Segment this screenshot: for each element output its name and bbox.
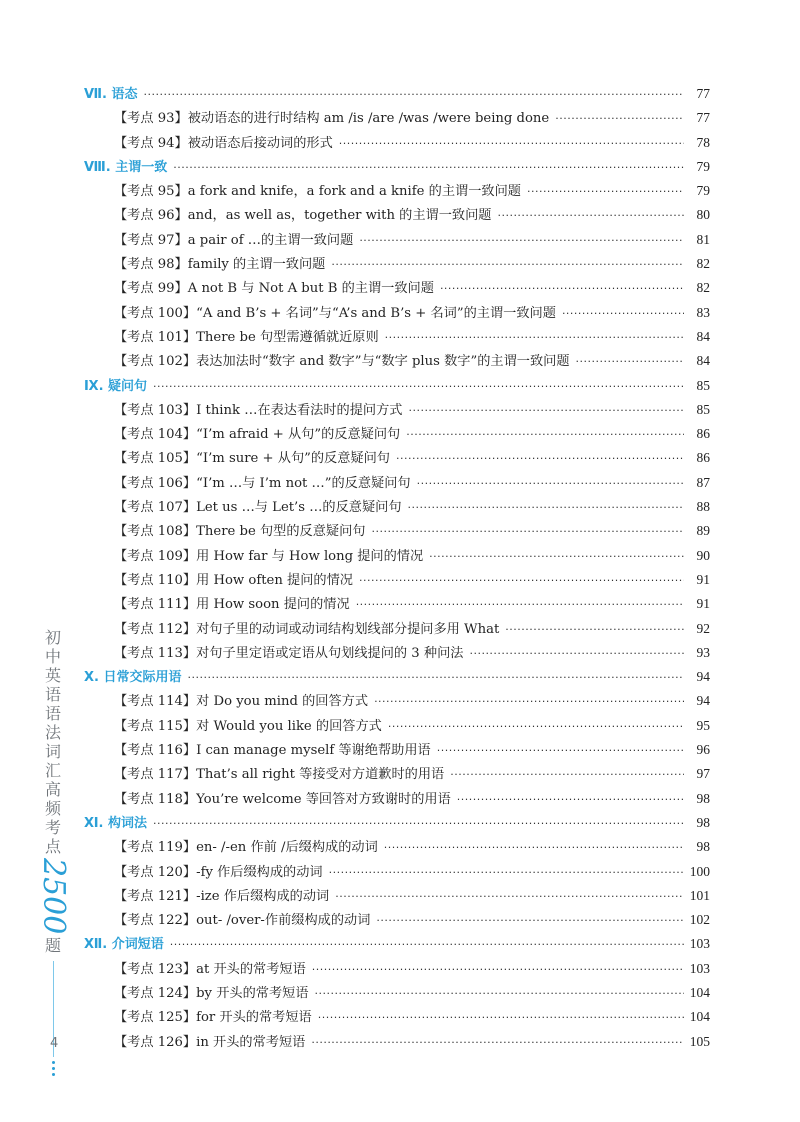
toc-leader-dots	[396, 447, 684, 471]
toc-entry-title: 【考点 112】对句子里的动词或动词结构划线部分提问多用 What	[114, 621, 500, 637]
toc-leader-dots	[153, 812, 684, 836]
toc-entry-title: Ⅸ. 疑问句	[84, 378, 148, 394]
toc-entry-title: 【考点 96】and，as well as，together with 的主谓一致问题	[114, 208, 492, 224]
toc-leader-dots	[376, 909, 684, 933]
toc-entry[interactable]	[84, 714, 710, 738]
toc-leader-dots	[497, 204, 684, 228]
toc-entry-title: 【考点 109】用 How far 与 How long 提问的情况	[114, 548, 424, 564]
toc-leader-dots	[315, 982, 684, 1006]
toc-section-heading[interactable]	[84, 811, 710, 835]
toc-entry[interactable]	[84, 981, 710, 1005]
toc-leader-dots	[312, 958, 684, 982]
toc-entry-title: Ⅺ. 构词法	[84, 815, 148, 831]
toc-entry-title: 【考点 117】That’s all right 等接受对方道歉时的用语	[114, 767, 445, 783]
toc-section-heading[interactable]	[84, 155, 710, 179]
side-title-char: 语	[44, 704, 61, 723]
toc-page-number: 93	[696, 644, 710, 660]
toc-entry-title: 【考点 121】-ize 作后缀构成的动词	[114, 888, 330, 904]
toc-entry-title: 【考点 111】用 How soon 提问的情况	[114, 597, 350, 613]
toc-entry[interactable]	[84, 349, 710, 373]
toc-page-number: 77	[696, 86, 710, 101]
toc-entry[interactable]	[84, 957, 710, 981]
toc-page-number: 83	[696, 304, 710, 320]
toc-page-number: 94	[696, 669, 710, 685]
toc-page-number: 77	[696, 110, 710, 126]
toc-page-number: 91	[696, 596, 710, 612]
toc-entry-title: 【考点 116】I can manage myself 等谢绝帮助用语	[114, 743, 431, 759]
page-number: 4	[50, 1036, 59, 1051]
toc-entry[interactable]	[84, 689, 710, 713]
toc-entry[interactable]	[84, 787, 710, 811]
toc-page-number: 89	[696, 523, 710, 539]
toc-leader-dots	[329, 861, 684, 885]
toc-leader-dots	[311, 1031, 684, 1055]
toc-entry-title: 【考点 118】You’re welcome 等回答对方致谢时的用语	[114, 791, 451, 807]
toc-leader-dots	[188, 666, 685, 690]
toc-entry-title: 【考点 97】a pair of …的主谓一致问题	[114, 232, 354, 248]
toc-page-number: 87	[696, 474, 710, 490]
toc-leader-dots	[450, 763, 684, 787]
toc-entry-title: 【考点 110】用 How often 提问的情况	[114, 572, 353, 588]
toc-entry[interactable]	[84, 203, 710, 227]
toc-page-number: 102	[689, 912, 710, 928]
toc-entry[interactable]	[84, 860, 710, 884]
side-title-suffix: 题	[44, 936, 61, 956]
toc-entry-title: 【考点 120】-fy 作后缀构成的动词	[114, 864, 323, 880]
side-book-title	[36, 628, 70, 1077]
toc-page-number: 84	[696, 328, 710, 344]
toc-leader-dots	[153, 375, 684, 399]
toc-leader-dots	[406, 423, 684, 447]
toc-entry-title: 【考点 94】被动语态后接动词的形式	[114, 135, 333, 151]
toc-entry[interactable]	[84, 106, 710, 130]
side-title-char: 语	[44, 685, 61, 704]
toc-entry-title: 【考点 104】“I’m afraid + 从句”的反意疑问句	[114, 427, 401, 443]
toc-entry-title: 【考点 105】“I’m sure + 从句”的反意疑问句	[114, 451, 390, 467]
toc-leader-dots	[384, 836, 684, 860]
toc-leader-dots	[457, 788, 684, 812]
toc-page-number: 78	[696, 134, 710, 150]
toc-page-number: 94	[696, 693, 710, 709]
toc-page-number: 80	[696, 207, 710, 223]
toc-section-heading[interactable]	[84, 374, 710, 398]
toc-leader-dots	[440, 277, 684, 301]
toc-page-number: 95	[696, 717, 710, 733]
toc-page-number: 105	[689, 1033, 710, 1049]
toc-page-number: 86	[696, 450, 710, 466]
toc-entry-title: 【考点 102】表达加法时“数字 and 数字”与“数字 plus 数字”的主谓一致问题	[114, 354, 570, 370]
toc-leader-dots	[318, 1006, 684, 1030]
side-title-char: 英	[44, 666, 61, 685]
toc-entry[interactable]	[84, 544, 710, 568]
toc-page-number: 96	[696, 742, 710, 758]
toc-leader-dots	[359, 569, 684, 593]
toc-section-heading[interactable]	[84, 932, 710, 956]
toc-entry[interactable]	[84, 835, 710, 859]
side-title-char: 汇	[44, 761, 61, 780]
toc-page-number: 92	[696, 620, 710, 636]
toc-entry-title: 【考点 98】family 的主谓一致问题	[114, 257, 326, 273]
toc-page-number: 98	[696, 839, 710, 855]
toc-entry[interactable]	[84, 228, 710, 252]
toc-entry[interactable]	[84, 301, 710, 325]
toc-entry-title: 【考点 99】A not B 与 Not A but B 的主谓一致问题	[114, 281, 434, 297]
toc-entry[interactable]	[84, 519, 710, 543]
toc-page-number: 98	[696, 790, 710, 806]
toc-leader-dots	[339, 132, 684, 156]
toc-entry[interactable]	[84, 617, 710, 641]
toc-entry[interactable]	[84, 179, 710, 203]
toc-entry-title: 【考点 119】en- /-en 作前 /后缀构成的动词	[114, 840, 378, 856]
side-title-char: 法	[44, 723, 61, 742]
toc-entry[interactable]	[84, 252, 710, 276]
toc-leader-dots	[143, 83, 684, 107]
toc-leader-dots	[505, 618, 684, 642]
toc-leader-dots	[408, 496, 684, 520]
toc-leader-dots	[385, 326, 684, 350]
toc-page-number: 90	[696, 547, 710, 563]
toc-leader-dots	[429, 545, 684, 569]
toc-leader-dots	[331, 253, 684, 277]
side-title-char: 点	[44, 837, 61, 856]
toc-section-heading[interactable]	[84, 82, 710, 106]
toc-page-number: 86	[696, 426, 710, 442]
toc-entry[interactable]	[84, 641, 710, 665]
toc-leader-dots	[173, 156, 684, 180]
toc-page-number: 82	[696, 256, 710, 272]
toc-entry[interactable]	[84, 1005, 710, 1029]
table-of-contents	[84, 82, 710, 1054]
toc-entry[interactable]	[84, 325, 710, 349]
toc-leader-dots	[417, 472, 684, 496]
toc-entry[interactable]	[84, 884, 710, 908]
toc-page-number: 82	[696, 280, 710, 296]
toc-leader-dots	[437, 739, 684, 763]
toc-leader-dots	[170, 933, 684, 957]
toc-entry[interactable]	[84, 592, 710, 616]
toc-leader-dots	[356, 593, 684, 617]
side-title-char: 初	[44, 628, 61, 647]
toc-page-number: 84	[696, 353, 710, 369]
toc-entry-title: 【考点 93】被动语态的进行时结构 am /is /are /was /were being done	[114, 111, 550, 127]
toc-page-number: 104	[689, 984, 710, 1000]
toc-leader-dots	[335, 885, 684, 909]
toc-entry-title: Ⅶ. 语态	[84, 87, 138, 102]
toc-entry-title: Ⅹ. 日常交际用语	[84, 670, 182, 686]
toc-entry[interactable]	[84, 762, 710, 786]
toc-entry[interactable]	[84, 1030, 710, 1054]
toc-page-number: 79	[696, 183, 710, 199]
toc-entry-title: 【考点 123】at 开头的常考短语	[114, 961, 306, 977]
toc-entry-title: 【考点 126】in 开头的常考短语	[114, 1034, 306, 1050]
toc-entry[interactable]	[84, 131, 710, 155]
toc-entry-title: 【考点 122】out- /over-作前缀构成的动词	[114, 913, 371, 929]
toc-entry-title: 【考点 100】“A and B’s + 名词”与“A’s and B’s + 名词”的主谓一致问题	[114, 305, 556, 321]
book-title-vertical	[36, 628, 71, 956]
toc-entry-title: 【考点 114】对 Do you mind 的回答方式	[114, 694, 369, 710]
toc-page-number: 85	[696, 377, 710, 393]
toc-leader-dots	[388, 715, 684, 739]
toc-page-number: 100	[689, 863, 710, 879]
toc-entry-title: 【考点 106】“I’m …与 I’m not …”的反意疑问句	[114, 475, 411, 491]
toc-entry-title: 【考点 101】There be 句型需遵循就近原则	[114, 329, 379, 345]
toc-leader-dots	[576, 350, 684, 374]
toc-entry-title: 【考点 103】I think …在表达看法时的提问方式	[114, 402, 403, 418]
toc-leader-dots	[408, 399, 684, 423]
toc-page-number: 104	[689, 1009, 710, 1025]
side-title-char: 考	[44, 818, 61, 837]
toc-entry[interactable]	[84, 446, 710, 470]
side-title-char: 中	[44, 647, 61, 666]
toc-leader-dots	[527, 180, 684, 204]
toc-entry-title: 【考点 125】for 开头的常考短语	[114, 1010, 312, 1026]
toc-entry[interactable]	[84, 422, 710, 446]
toc-entry[interactable]	[84, 276, 710, 300]
side-title-char: 高	[44, 780, 61, 799]
toc-page-number: 79	[696, 158, 710, 174]
toc-entry[interactable]	[84, 908, 710, 932]
side-title-number: 2500	[36, 858, 71, 935]
toc-leader-dots	[371, 520, 684, 544]
toc-entry-title: 【考点 124】by 开头的常考短语	[114, 985, 309, 1001]
toc-page-number: 91	[696, 571, 710, 587]
toc-entry-title: 【考点 108】There be 句型的反意疑问句	[114, 524, 366, 540]
toc-entry[interactable]	[84, 738, 710, 762]
side-title-char: 词	[44, 742, 61, 761]
toc-entry-title: 【考点 95】a fork and knife，a fork and a knife 的主谓一致问题	[114, 184, 521, 200]
toc-entry-title: 【考点 115】对 Would you like 的回答方式	[114, 718, 382, 734]
toc-leader-dots	[359, 229, 684, 253]
toc-entry[interactable]	[84, 568, 710, 592]
toc-page-number: 85	[696, 401, 710, 417]
side-title-char: 频	[44, 799, 61, 818]
toc-page-number: 101	[689, 887, 710, 903]
toc-entry[interactable]	[84, 495, 710, 519]
toc-entry-title: Ⅻ. 介词短语	[84, 937, 164, 953]
toc-page-number: 103	[689, 960, 710, 976]
toc-leader-dots	[374, 690, 684, 714]
toc-page-number: 81	[696, 231, 710, 247]
side-dots-decoration	[52, 1059, 55, 1077]
toc-entry[interactable]	[84, 471, 710, 495]
toc-entry-title: 【考点 107】Let us …与 Let’s …的反意疑问句	[114, 500, 402, 516]
toc-entry-title: 【考点 113】对句子里定语或定语从句划线提问的 3 种问法	[114, 645, 464, 661]
toc-page-number: 98	[696, 814, 710, 830]
toc-section-heading[interactable]	[84, 665, 710, 689]
toc-entry[interactable]	[84, 398, 710, 422]
toc-leader-dots	[469, 642, 684, 666]
toc-page-number: 103	[689, 936, 710, 952]
toc-entry-title: Ⅷ. 主谓一致	[84, 159, 168, 175]
toc-leader-dots	[562, 302, 684, 326]
toc-leader-dots	[555, 107, 684, 131]
toc-page-number: 88	[696, 499, 710, 515]
toc-page-number: 97	[696, 766, 710, 782]
